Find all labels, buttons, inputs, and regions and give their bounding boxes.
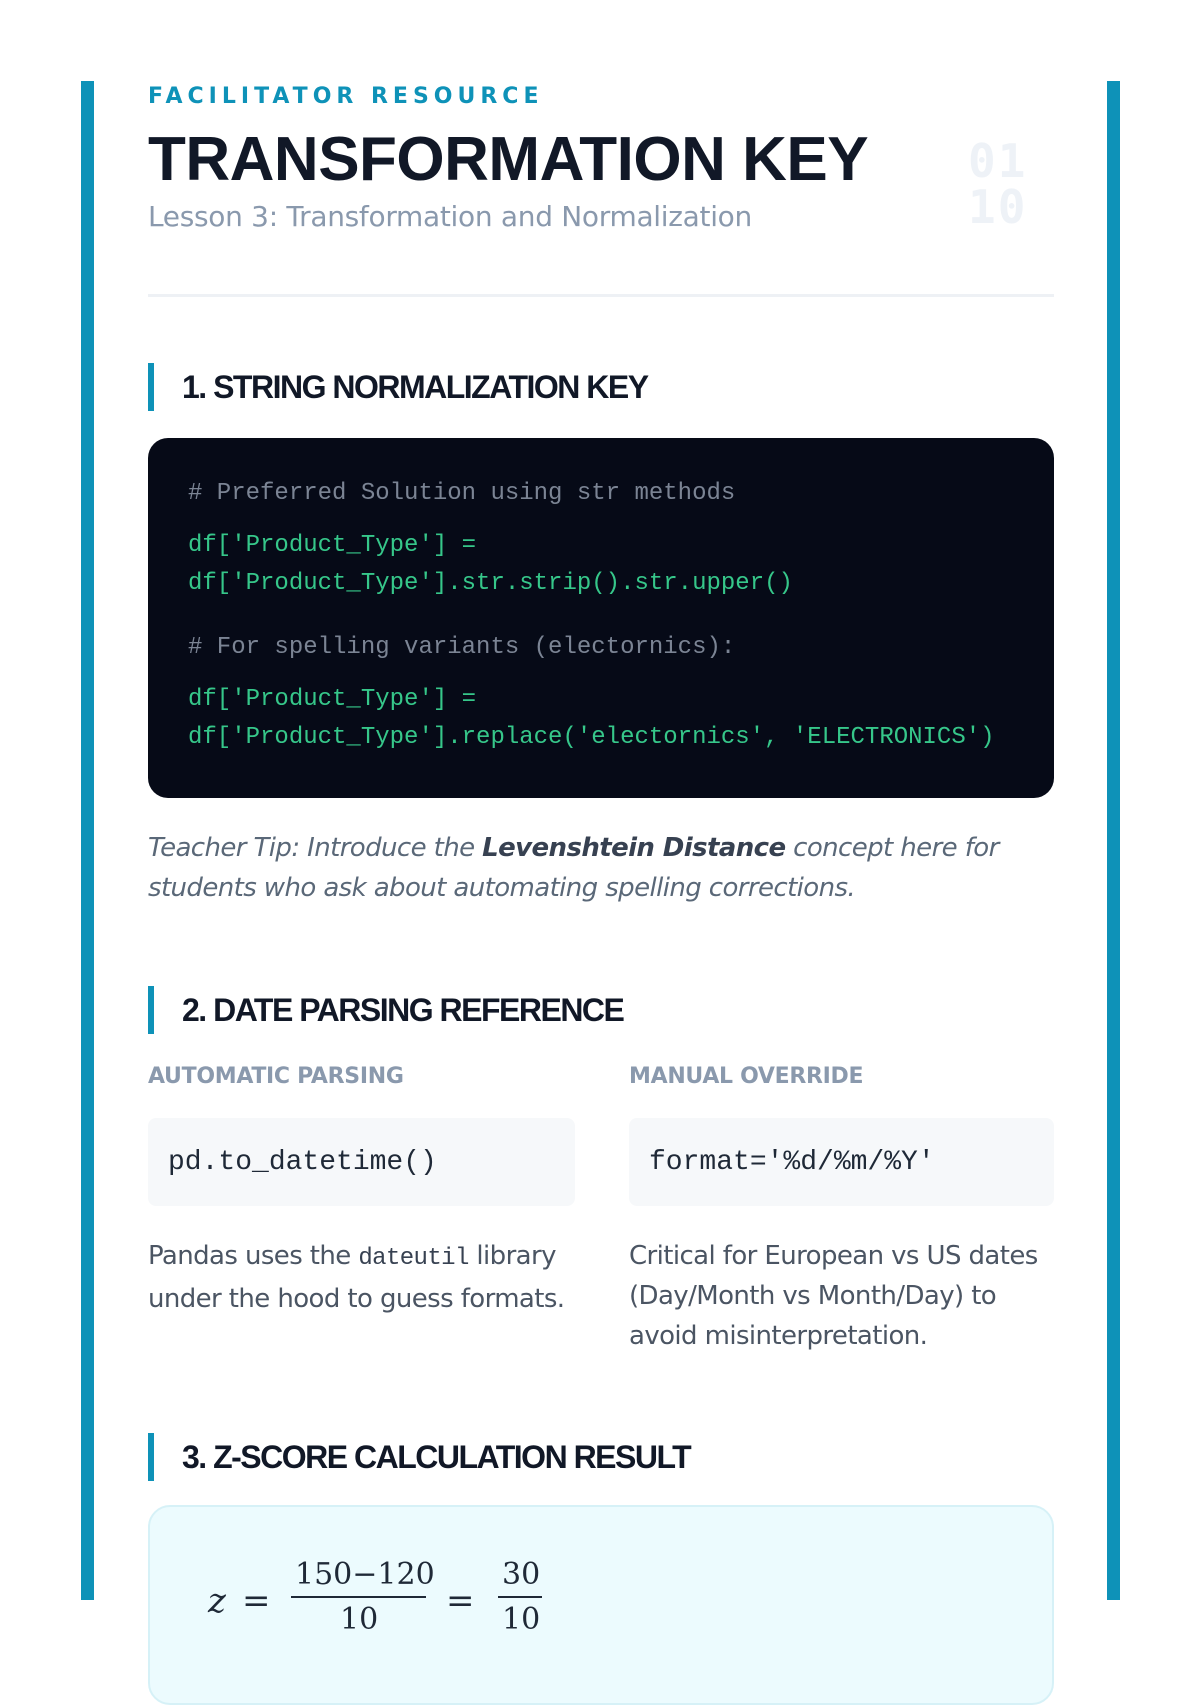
formula-denominator: 10 [502, 1602, 541, 1637]
page-title: TRANSFORMATION KEY [148, 125, 869, 194]
automatic-parsing-label: AUTOMATIC PARSING [148, 1064, 404, 1089]
section-title: 1. STRING NORMALIZATION KEY [182, 368, 648, 405]
formula-equals: = [446, 1581, 475, 1621]
tip-bold-term: Levenshtein Distance [482, 833, 786, 863]
desc-code: dateutil [358, 1245, 469, 1272]
document-content [148, 0, 1054, 1637]
section-header-z-score [148, 1433, 690, 1481]
formula-equals: = [242, 1581, 271, 1621]
z-score-formula [190, 1527, 590, 1687]
tip-suffix: concept here for students who ask about automating spelling corrections. [148, 833, 999, 903]
binary-watermark [968, 134, 1028, 234]
section-header-date-parsing [148, 986, 623, 1034]
code-comment: # Preferred Solution using str methods [188, 480, 736, 507]
left-frame-bar [81, 81, 94, 1600]
formula-denominator: 10 [340, 1602, 379, 1637]
section-header-string-normalization [148, 363, 648, 411]
desc-prefix: Pandas uses the [148, 1241, 359, 1271]
right-frame-bar [1107, 81, 1120, 1600]
code-line: df['Product_Type'].replace('electornics', 'ELECTRONICS') [188, 724, 995, 751]
section-accent-bar [148, 1433, 154, 1481]
manual-override-description: Critical for European vs US dates (Day/Month vs Month/Day) to avoid misinterpretation. [629, 1241, 1038, 1351]
section-accent-bar [148, 363, 154, 411]
z-score-result-box [148, 1505, 1054, 1705]
desc-suffix: library under the hood to guess formats. [148, 1241, 565, 1314]
section-title: 3. Z-SCORE CALCULATION RESULT [182, 1438, 691, 1475]
formula-numerator: 150−120 [295, 1557, 435, 1592]
code-line: df['Product_Type'] = [188, 532, 477, 559]
code-line: df['Product_Type'].str.strip().str.upper() [188, 570, 793, 597]
formula-variable: z [208, 1581, 226, 1621]
code-block-string-normalization [148, 438, 1054, 798]
page-subtitle: Lesson 3: Transformation and Normalization [148, 200, 752, 233]
binary-top: 01 [968, 134, 1028, 188]
header-divider [148, 294, 1054, 297]
section-accent-bar [148, 986, 154, 1034]
eyebrow-label: FACILITATOR RESOURCE [148, 84, 544, 109]
binary-bottom: 10 [968, 180, 1028, 234]
teacher-tip [148, 828, 1054, 908]
automatic-parsing-code: pd.to_datetime() [148, 1118, 575, 1206]
manual-override-code: format='%d/%m/%Y' [629, 1118, 1054, 1206]
tip-prefix: Teacher Tip: Introduce the [148, 833, 483, 863]
code-line: df['Product_Type'] = [188, 686, 477, 713]
code-comment: # For spelling variants (electornics): [188, 634, 736, 661]
formula-numerator: 30 [502, 1557, 541, 1592]
manual-override-label: MANUAL OVERRIDE [629, 1064, 864, 1089]
section-title: 2. DATE PARSING REFERENCE [182, 991, 624, 1028]
automatic-parsing-description [148, 1236, 588, 1319]
